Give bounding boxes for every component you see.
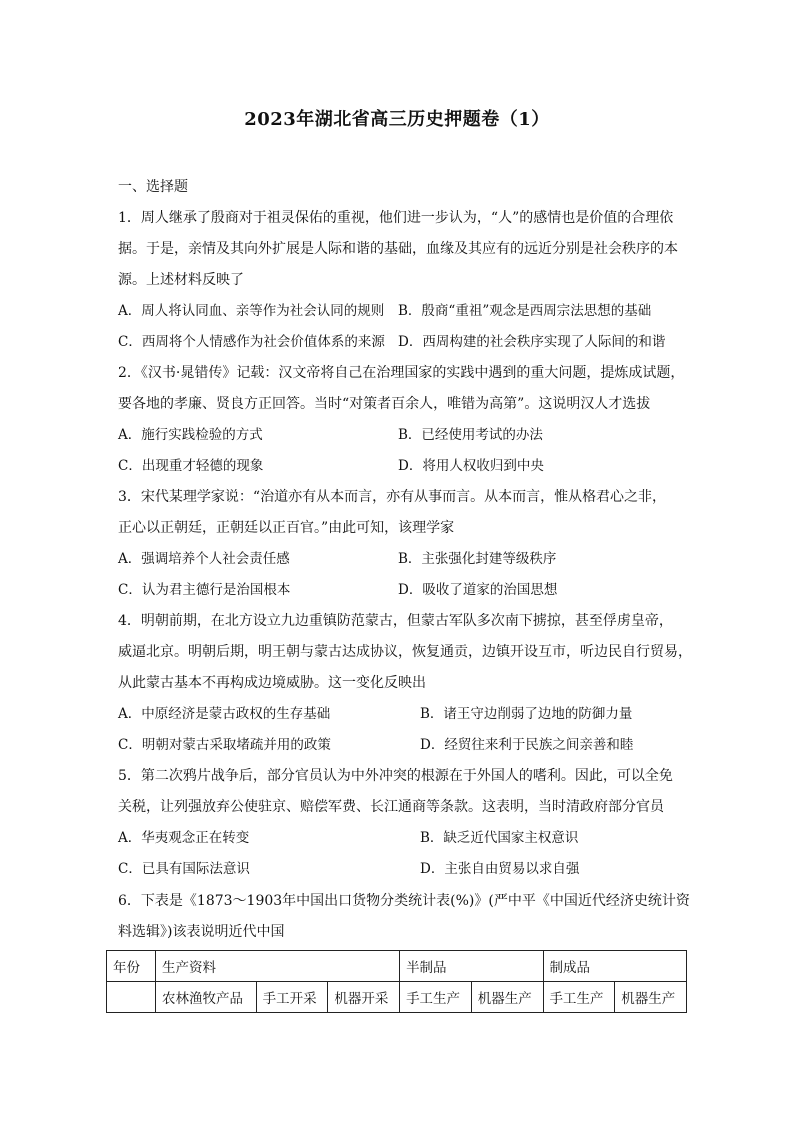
q5-option-d[interactable]: D．主张自由贸易以求自强 xyxy=(420,861,580,877)
q4-line-3: 从此蒙古基本不再构成边境威胁。这一变化反映出 xyxy=(118,675,426,691)
q1-line-2: 据。于是，亲情及其向外扩展是人际和谐的基础，血缘及其应有的远近分别是社会秩序的本 xyxy=(118,241,678,257)
q3-line-2: 正心以正朝廷，正朝廷以正百官。”由此可知，该理学家 xyxy=(118,520,455,536)
table-cell-finished-machine: 机器生产 xyxy=(615,982,687,1013)
q2-line-1: 2．《汉书·晁错传》记载：汉文帝将自己在治理国家的实践中遇到的重大问题，提炼成试题， xyxy=(118,365,685,381)
table-cell-machine-mining: 机器开采 xyxy=(328,982,400,1013)
table-cell-semi-machine: 机器生产 xyxy=(471,982,543,1013)
q5-line-1: 5．第二次鸦片战争后，部分官员认为中外冲突的根源在于外国人的嗜利。因此，可以全免 xyxy=(118,768,673,784)
table-cell-semi-finished: 半制品 xyxy=(400,951,543,982)
q4-line-1: 4．明朝前期，在北方设立九边重镇防范蒙古，但蒙古军队多次南下掳掠，甚至俘虏皇帝， xyxy=(118,613,673,629)
q5-option-c[interactable]: C．已具有国际法意识 xyxy=(118,861,250,877)
q5-option-b[interactable]: B．缺乏近代国家主权意识 xyxy=(420,830,579,846)
q3-option-a[interactable]: A．强调培养个人社会责任感 xyxy=(118,551,290,567)
export-stats-table xyxy=(106,950,687,1013)
q5-line-2: 关税，让列强放弃公使驻京、赔偿军费、长江通商等条款。这表明，当时清政府部分官员 xyxy=(118,799,664,815)
q6-line-2: 料选辑》)该表说明近代中国 xyxy=(118,924,285,940)
q1-option-a[interactable]: A．周人将认同血、亲等作为社会认同的规则 xyxy=(118,303,385,319)
q4-option-c[interactable]: C．明朝对蒙古采取堵疏并用的政策 xyxy=(118,737,331,753)
q2-option-c[interactable]: C．出现重才轻德的现象 xyxy=(118,458,264,474)
page-title: 2023年湖北省高三历史押题卷（1） xyxy=(244,109,550,130)
q5-option-a[interactable]: A．华夷观念正在转变 xyxy=(118,830,250,846)
table-header-row xyxy=(107,951,687,982)
q1-option-b[interactable]: B．殷商“重祖”观念是西周宗法思想的基础 xyxy=(398,303,652,319)
q2-option-d[interactable]: D．将用人权收归到中央 xyxy=(398,458,544,474)
table-cell-manual-mining: 手工开采 xyxy=(256,982,328,1013)
table-cell-finished-goods: 制成品 xyxy=(543,951,687,982)
table-cell-empty xyxy=(107,982,156,1013)
q1-line-3: 源。上述材料反映了 xyxy=(118,272,244,288)
q6-line-1: 6．下表是《1873～1903年中国出口货物分类统计表(%)》(严中平《中国近代经济史统计资 xyxy=(118,893,690,909)
q3-option-d[interactable]: D．吸收了道家的治国思想 xyxy=(398,582,558,598)
q2-option-b[interactable]: B．已经使用考试的办法 xyxy=(398,427,543,443)
q1-option-d[interactable]: D．西周构建的社会秩序实现了人际间的和谐 xyxy=(398,334,666,350)
q3-option-c[interactable]: C．认为君主德行是治国根本 xyxy=(118,582,291,598)
q2-option-a[interactable]: A．施行实践检验的方式 xyxy=(118,427,263,443)
q1-option-c[interactable]: C．西周将个人情感作为社会价值体系的来源 xyxy=(118,334,385,350)
q4-option-d[interactable]: D．经贸往来利于民族之间亲善和睦 xyxy=(420,737,634,753)
q3-option-b[interactable]: B．主张强化封建等级秩序 xyxy=(398,551,557,567)
table-cell-semi-manual: 手工生产 xyxy=(400,982,472,1013)
table-cell-year: 年份 xyxy=(107,951,156,982)
table-cell-production-materials: 生产资料 xyxy=(156,951,400,982)
q4-option-a[interactable]: A．中原经济是蒙古政权的生存基础 xyxy=(118,706,331,722)
q3-line-1: 3．宋代某理学家说：“治道亦有从本而言，亦有从事而言。从本而言，惟从格君心之非， xyxy=(118,489,667,505)
q2-line-2: 要各地的孝廉、贤良方正回答。当时“对策者百余人，唯错为高第”。这说明汉人才选拔 xyxy=(118,396,651,412)
table-cell-finished-manual: 手工生产 xyxy=(543,982,615,1013)
q4-option-b[interactable]: B．诸王守边削弱了边地的防御力量 xyxy=(420,706,633,722)
q4-line-2: 威逼北京。明朝后期，明王朝与蒙古达成协议，恢复通贡，边镇开设互市，听边民自行贸易， xyxy=(118,644,692,660)
q1-line-1: 1．周人继承了殷商对于祖灵保佑的重视，他们进一步认为，“人”的感情也是价值的合理依 xyxy=(118,210,674,226)
table-subheader-row xyxy=(107,982,687,1013)
table-cell-agri-products: 农林渔牧产品 xyxy=(156,982,257,1013)
section-heading: 一、选择题 xyxy=(118,179,188,195)
